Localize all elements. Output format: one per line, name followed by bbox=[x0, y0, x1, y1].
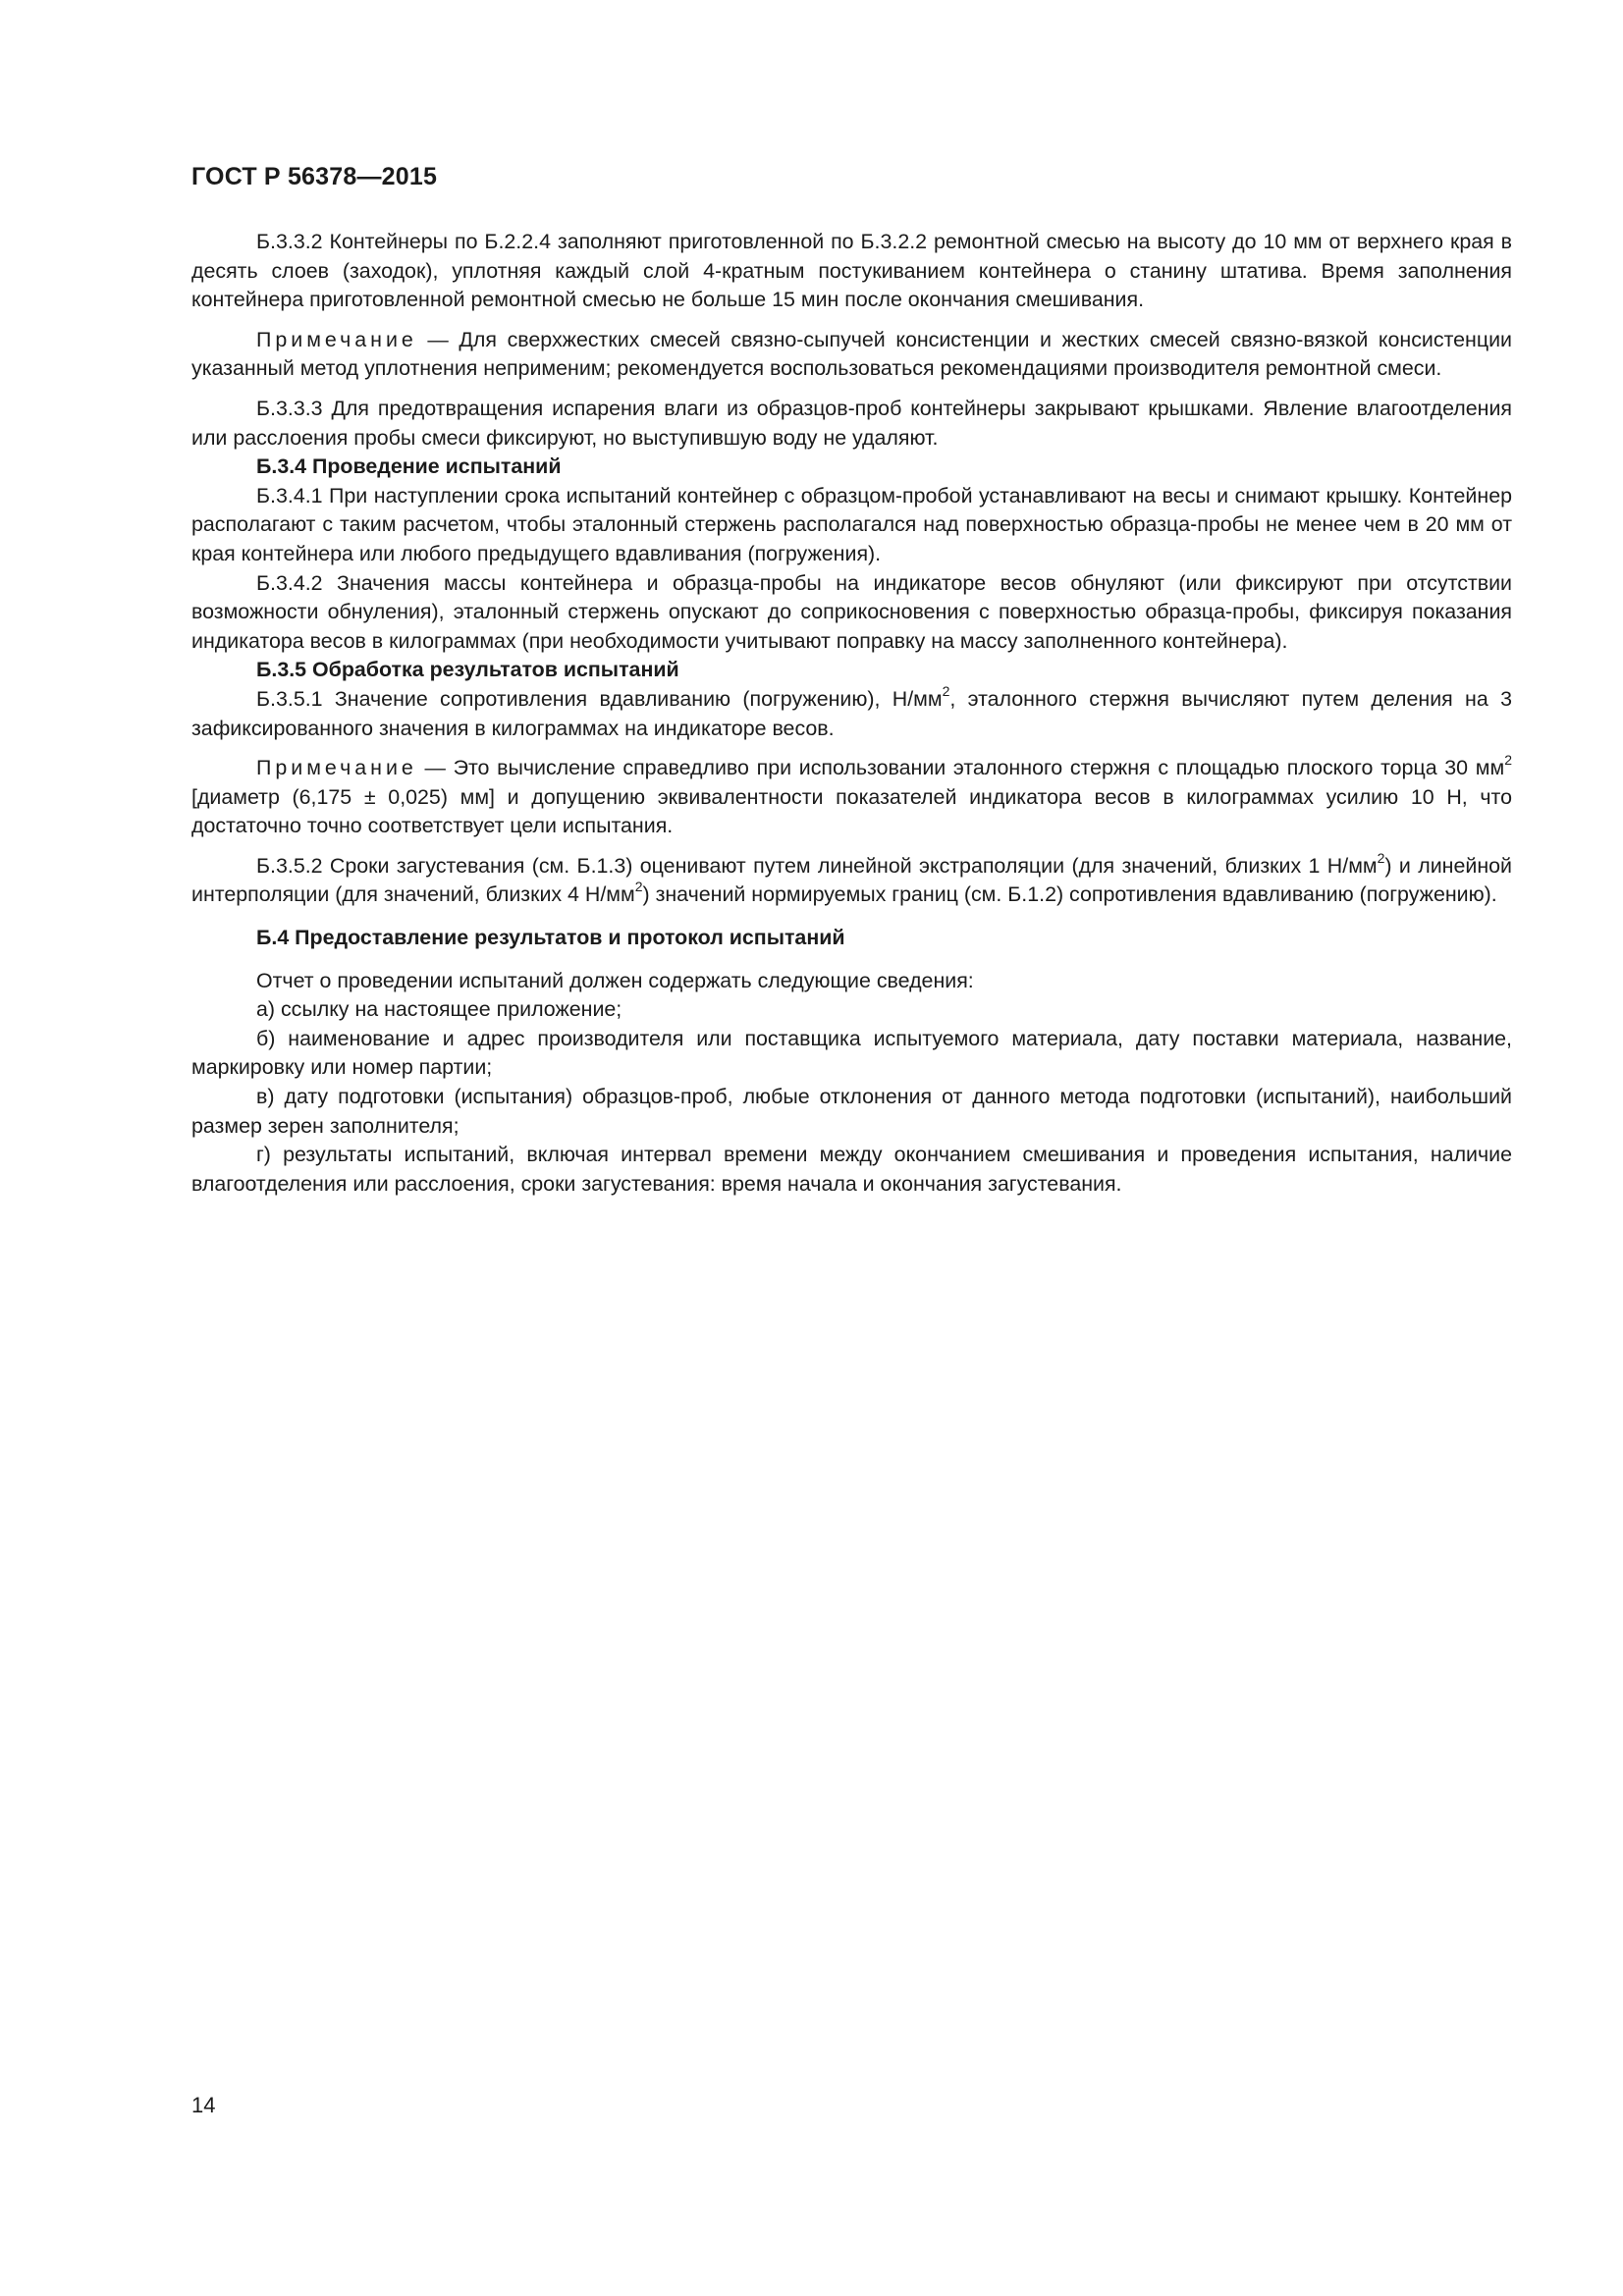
text-run: [диаметр (6,175 ± 0,025) мм] и допущению эквивалентности показателей индикатора весов в килограммах усилию 10 Н, что достаточно точно соответствует цели испытания. bbox=[191, 784, 1512, 838]
paragraph-report: Отчет о проведении испытаний должен содержать следующие сведения: bbox=[256, 968, 974, 992]
heading-b34: Б.3.4 Проведение испытаний bbox=[256, 454, 562, 479]
heading-b35: Б.3.5 Обработка результатов испытаний bbox=[256, 658, 679, 682]
text-run: ) значений нормируемых границ (см. Б.1.2) сопротивления вдавливанию (погружению). bbox=[642, 882, 1497, 907]
paragraph-b332: Б.3.3.2 Контейнеры по Б.2.2.4 заполняют приготовленной по Б.3.2.2 ремонтной смесью на высоту до 10 мм от верхнего края в десять слоев (заходок), уплотняя каждый слой 4-кратным постукиванием контейнера о станину штатива. Время заполнения контейнера приготовленной ремонтной смесью не больше 15 мин после окончания смешивания. bbox=[191, 230, 1512, 312]
list-item-a: а) ссылку на настоящее приложение; bbox=[256, 997, 622, 1022]
heading-b4: Б.4 Предоставление результатов и протокол испытаний bbox=[256, 926, 845, 950]
text-run: , эталонного стержня вычисляют путем деления на 3 зафиксированного значения в килограммах на индикаторе весов. bbox=[191, 686, 1512, 740]
note-text: — Для сверхжестких смесей связно-сыпучей консистенции и жестких смесей связно-вязкой консистенции указанный метод уплотнения неприменим; рекомендуется воспользоваться рекомендациями производителя ремонтной смеси. bbox=[191, 327, 1512, 381]
paragraph-b342: Б.3.4.2 Значения массы контейнера и образца-пробы на индикаторе весов обнуляют (или фиксируют при отсутствии возможности обнуления), эталонный стержень опускают до соприкосновения с поверхностью образца-пробы, фиксируя показания индикатора весов в килограммах (при необходимости учитывают поправку на массу заполненного контейнера). bbox=[191, 570, 1512, 653]
note-1 bbox=[191, 326, 1512, 384]
text-run: ) и линейной интерполяции (для значений, близких 4 Н/мм bbox=[191, 853, 1512, 907]
list-item-b: б) наименование и адрес производителя или поставщика испытуемого материала, дату поставки материала, название, маркировку или номер партии; bbox=[191, 1026, 1512, 1080]
list-item-c: в) дату подготовки (испытания) образцов-проб, любые отклонения от данного метода подготовки (испытаний), наибольший размер зерен заполнителя; bbox=[191, 1085, 1512, 1138]
paragraph-b352 bbox=[191, 849, 1512, 910]
text-run: — Это вычисление справедливо при использовании эталонного стержня с площадью плоского торца 30 мм bbox=[424, 756, 1505, 780]
text-run: Б.3.5.2 Сроки загустевания (см. Б.1.3) оценивают путем линейной экстраполяции (для значений, близких 1 Н/мм bbox=[256, 853, 1378, 878]
text-run: Б.3.5.1 Значение сопротивления вдавливанию (погружению), Н/мм bbox=[256, 686, 943, 711]
document-header: ГОСТ Р 56378—2015 bbox=[191, 163, 438, 190]
superscript: 2 bbox=[634, 879, 643, 895]
note-label: Примечание bbox=[256, 327, 417, 351]
superscript: 2 bbox=[942, 682, 950, 699]
note-2 bbox=[191, 751, 1512, 841]
paragraph-b341: Б.3.4.1 При наступлении срока испытаний контейнер с образцом-пробой устанавливают на весы и снимают крышку. Контейнер располагают с таким расчетом, чтобы эталонный стержень располагался над поверхностью образца-пробы не менее чем в 20 мм от края контейнера или любого предыдущего вдавливания (погружения). bbox=[191, 483, 1512, 565]
document-body bbox=[191, 228, 1512, 1199]
superscript: 2 bbox=[1377, 849, 1385, 866]
list-item-d: г) результаты испытаний, включая интервал времени между окончанием смешивания и проведения испытания, наличие влагоотделения или расслоения, сроки загустевания: время начала и окончания загустевания. bbox=[191, 1143, 1512, 1196]
paragraph-b351 bbox=[191, 682, 1512, 743]
paragraph-b333: Б.3.3.3 Для предотвращения испарения влаги из образцов-проб контейнеры закрывают крышками. Явление влагоотделения или расслоения пробы смеси фиксируют, но выступившую воду не удаляют. bbox=[191, 396, 1512, 450]
note-label: Примечание bbox=[256, 756, 417, 780]
superscript: 2 bbox=[1504, 751, 1512, 768]
page-number: 14 bbox=[191, 2093, 216, 2117]
